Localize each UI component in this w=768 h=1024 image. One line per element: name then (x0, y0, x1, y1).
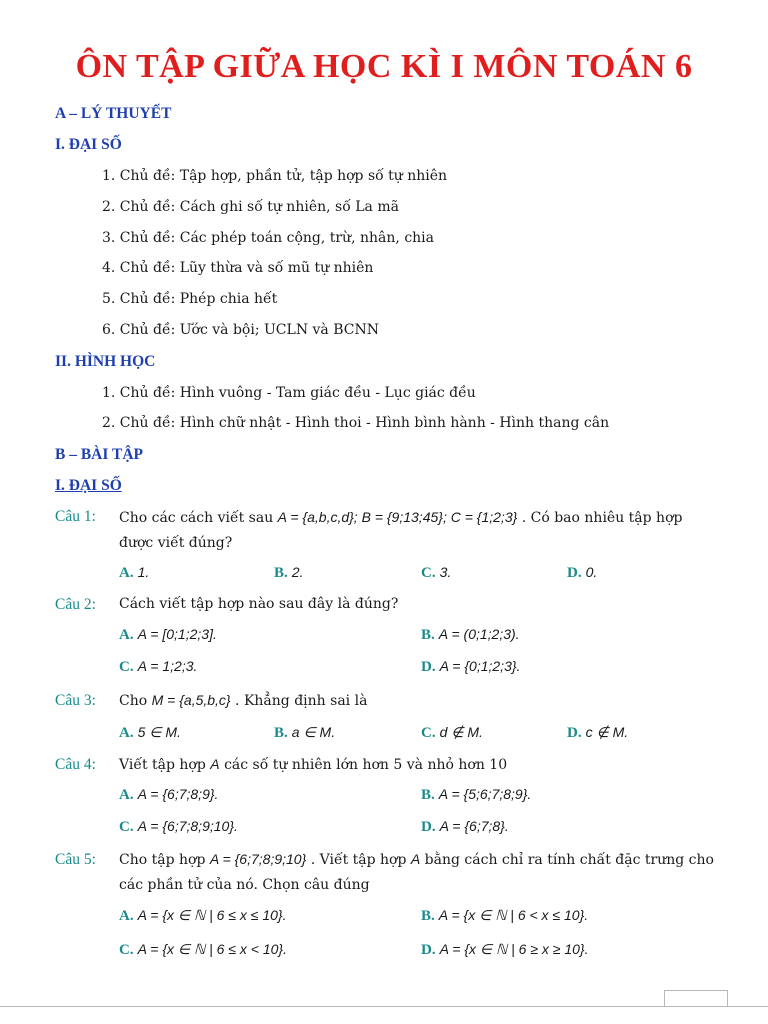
option-a: A. A = [0;1;2;3]. (119, 626, 217, 643)
question-text: Cho các cách viết sau A = {a,b,c,d}; B = {9;13;45}; C = {1;2;3} . Có bao nhiêu tập hợp (119, 509, 683, 526)
option-d: D. A = {0;1;2;3}. (421, 658, 521, 675)
topic-item: 2. Chủ đề: Hình chữ nhật - Hình thoi - Hình bình hành - Hình thang cân (102, 415, 610, 431)
option-c: C. A = {6;7;8;9;10}. (119, 818, 238, 835)
option-d: D. c ∉ M. (567, 724, 629, 741)
question-text: Cách viết tập hợp nào sau đây là đúng? (119, 596, 399, 612)
question-text-line2: được viết đúng? (119, 535, 233, 551)
topic-item: 2. Chủ đề: Cách ghi số tự nhiên, số La mã (102, 199, 399, 215)
option-c: C. d ∉ M. (421, 724, 483, 741)
option-d: D. A = {6;7;8}. (421, 818, 509, 835)
section-a-heading: A – LÝ THUYẾT (55, 105, 172, 122)
option-a: A. 5 ∈ M. (119, 724, 181, 741)
question-label: Câu 5: (55, 851, 96, 868)
question-text: Cho M = {a,5,b,c} . Khẳng định sai là (119, 692, 368, 709)
question-label: Câu 2: (55, 596, 96, 613)
question-text-line2: các phần tử của nó. Chọn câu đúng (119, 877, 370, 893)
footer-divider (0, 1006, 768, 1007)
option-b: B. a ∈ M. (274, 724, 336, 741)
option-b: B. 2. (274, 564, 304, 581)
option-a: A. A = {6;7;8;9}. (119, 786, 219, 803)
section-b-heading: B – BÀI TẬP (55, 446, 143, 463)
option-c: C. A = {x ∈ ℕ | 6 ≤ x < 10}. (119, 941, 287, 958)
option-d: D. 0. (567, 564, 598, 581)
topic-item: 1. Chủ đề: Hình vuông - Tam giác đều - Lục giác đều (102, 385, 476, 401)
page-number-box (664, 990, 728, 1007)
topic-item: 5. Chủ đề: Phép chia hết (102, 291, 278, 307)
option-c: C. 3. (421, 564, 452, 581)
question-label: Câu 4: (55, 756, 96, 773)
question-label: Câu 1: (55, 508, 96, 525)
exercise-heading: I. ĐẠI SỐ (55, 477, 122, 494)
option-b: B. A = (0;1;2;3). (421, 626, 520, 643)
question-label: Câu 3: (55, 692, 96, 709)
option-a: A. A = {x ∈ ℕ | 6 ≤ x ≤ 10}. (119, 907, 287, 924)
topic-item: 4. Chủ đề: Lũy thừa và số mũ tự nhiên (102, 260, 374, 276)
option-a: A. 1. (119, 564, 150, 581)
question-text: Cho tập hợp A = {6;7;8;9;10} . Viết tập hợp A bằng cách chỉ ra tính chất đặc trưng cho (119, 851, 714, 868)
option-b: B. A = {x ∈ ℕ | 6 < x ≤ 10}. (421, 907, 589, 924)
topic-item: 1. Chủ đề: Tập hợp, phần tử, tập hợp số tự nhiên (102, 168, 448, 184)
topic-item: 3. Chủ đề: Các phép toán cộng, trừ, nhân, chia (102, 230, 435, 246)
geometry-heading: II. HÌNH HỌC (55, 353, 156, 370)
page-title: ÔN TẬP GIỮA HỌC KÌ I MÔN TOÁN 6 (75, 48, 693, 85)
option-b: B. A = {5;6;7;8;9}. (421, 786, 532, 803)
option-c: C. A = 1;2;3. (119, 658, 198, 675)
algebra-heading: I. ĐẠI SỐ (55, 136, 122, 153)
topic-item: 6. Chủ đề: Ước và bội; UCLN và BCNN (102, 322, 379, 338)
question-text: Viết tập hợp A các số tự nhiên lớn hơn 5 và nhỏ hơn 10 (119, 756, 508, 773)
option-d: D. A = {x ∈ ℕ | 6 ≥ x ≥ 10}. (421, 941, 589, 958)
